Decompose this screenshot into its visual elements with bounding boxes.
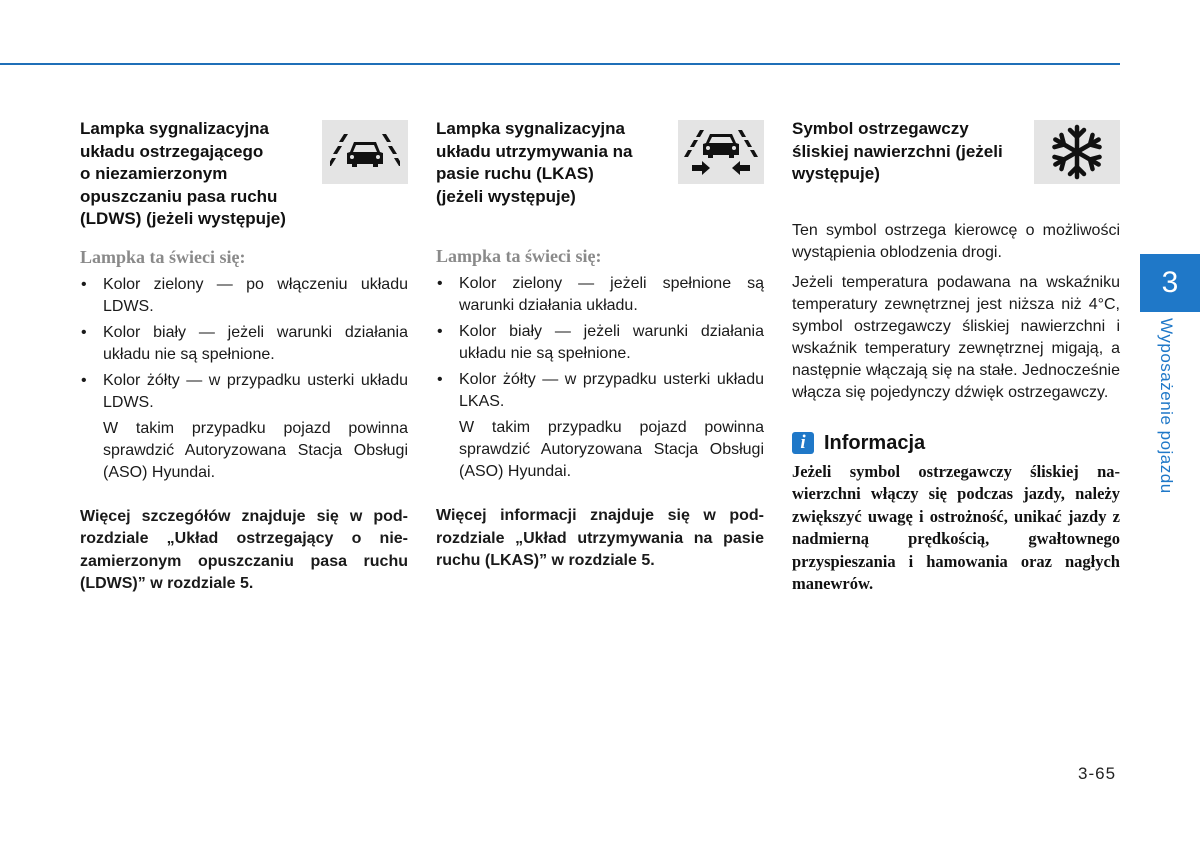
ldws-section: [80, 118, 408, 596]
list-item: • Kolor żółty — w przypadku usterki układu LKAS.: [436, 369, 764, 413]
info-text: Jeżeli symbol ostrzegawczy śliskiej nawierzchni włączy się podczas jazdy, należy zwiększyć uwagę i ostrożność, unikać jazdy z nadmierną prędkością, gwałtownego przyspieszania i hamowania oraz nagłych manewrów.: [792, 461, 1120, 593]
ldws-note: W takim przypadku pojazd powinna sprawdzić Autoryzowana Stacja Obsługi (ASO) Hyundai.: [103, 419, 408, 481]
list-item: • Kolor zielony — jeżeli spełnione są warunki działania układu.: [436, 273, 764, 317]
top-rule: [0, 63, 1120, 65]
slippery-road-title: Symbol ostrzegawczy śliskiej nawierzchni (jeżeli występuje): [792, 119, 1003, 183]
snowflake-icon: [1034, 120, 1120, 184]
ldws-subheading: Lampka ta świeci się:: [80, 246, 246, 267]
lkas-subheading: Lampka ta świeci się:: [436, 246, 602, 266]
chapter-label: Wyposażenie pojazdu: [1157, 318, 1176, 494]
list-item: • Kolor zielony — po włączeniu układu LDWS.: [80, 274, 408, 318]
ldws-lane-departure-icon: [322, 120, 408, 184]
lkas-more-info: Więcej informacji znajduje się w podrozdziale „Układ utrzymywania na pasie ruchu (LKAS)” w rozdziale 5.: [436, 507, 764, 569]
lkas-bullet-list: [436, 273, 764, 413]
ldws-more-info: Więcej szczegółów znajduje się w podrozdziale „Układ ostrzegający o niezamierzonym opuszczaniu pasa ruchu (LDWS)” w rozdziale 5.: [80, 507, 408, 592]
info-icon: i: [792, 432, 814, 454]
slippery-road-section: [792, 118, 1120, 596]
page-number: 3-65: [1078, 764, 1117, 783]
info-title: Informacja: [824, 431, 926, 454]
list-item: • Kolor biały — jeżeli warunki działania układu nie są spełnione.: [80, 322, 408, 366]
slippery-road-paragraph: Jeżeli temperatura podawana na wskaźniku temperatury zewnętrznej jest niższa niż 4°C, symbol ostrzegawczy śliskiej nawierzchni i wskaźnik temperatury zewnętrznej migają, a następnie włączają się na stałe. Jednocześnie włącza się pojedynczy dźwięk ostrzegawczy.: [792, 273, 1120, 401]
chapter-tab: 3: [1140, 254, 1200, 312]
info-heading: [792, 432, 1120, 455]
lkas-lane-keeping-icon: [678, 120, 764, 184]
lkas-note: W takim przypadku pojazd powinna sprawdzić Autoryzowana Stacja Obsługi (ASO) Hyundai.: [459, 419, 764, 480]
ldws-title: Lampka sygnalizacyjna układu ostrzegającego o niezamierzonym opuszczaniu pasa ruchu (LDWS) (jeżeli występuje): [80, 119, 286, 228]
ldws-bullet-list: [80, 274, 408, 414]
list-item: • Kolor biały — jeżeli warunki działania układu nie są spełnione.: [436, 321, 764, 365]
slippery-road-paragraph: Ten symbol ostrzega kierowcę o możliwości wystąpienia oblodzenia drogi.: [792, 221, 1120, 261]
list-item: • Kolor żółty — w przypadku usterki układu LDWS.: [80, 370, 408, 414]
lkas-title: Lampka sygnalizacyjna układu utrzymywania na pasie ruchu (LKAS) (jeżeli występuje): [436, 119, 633, 206]
lkas-section: [436, 118, 764, 573]
